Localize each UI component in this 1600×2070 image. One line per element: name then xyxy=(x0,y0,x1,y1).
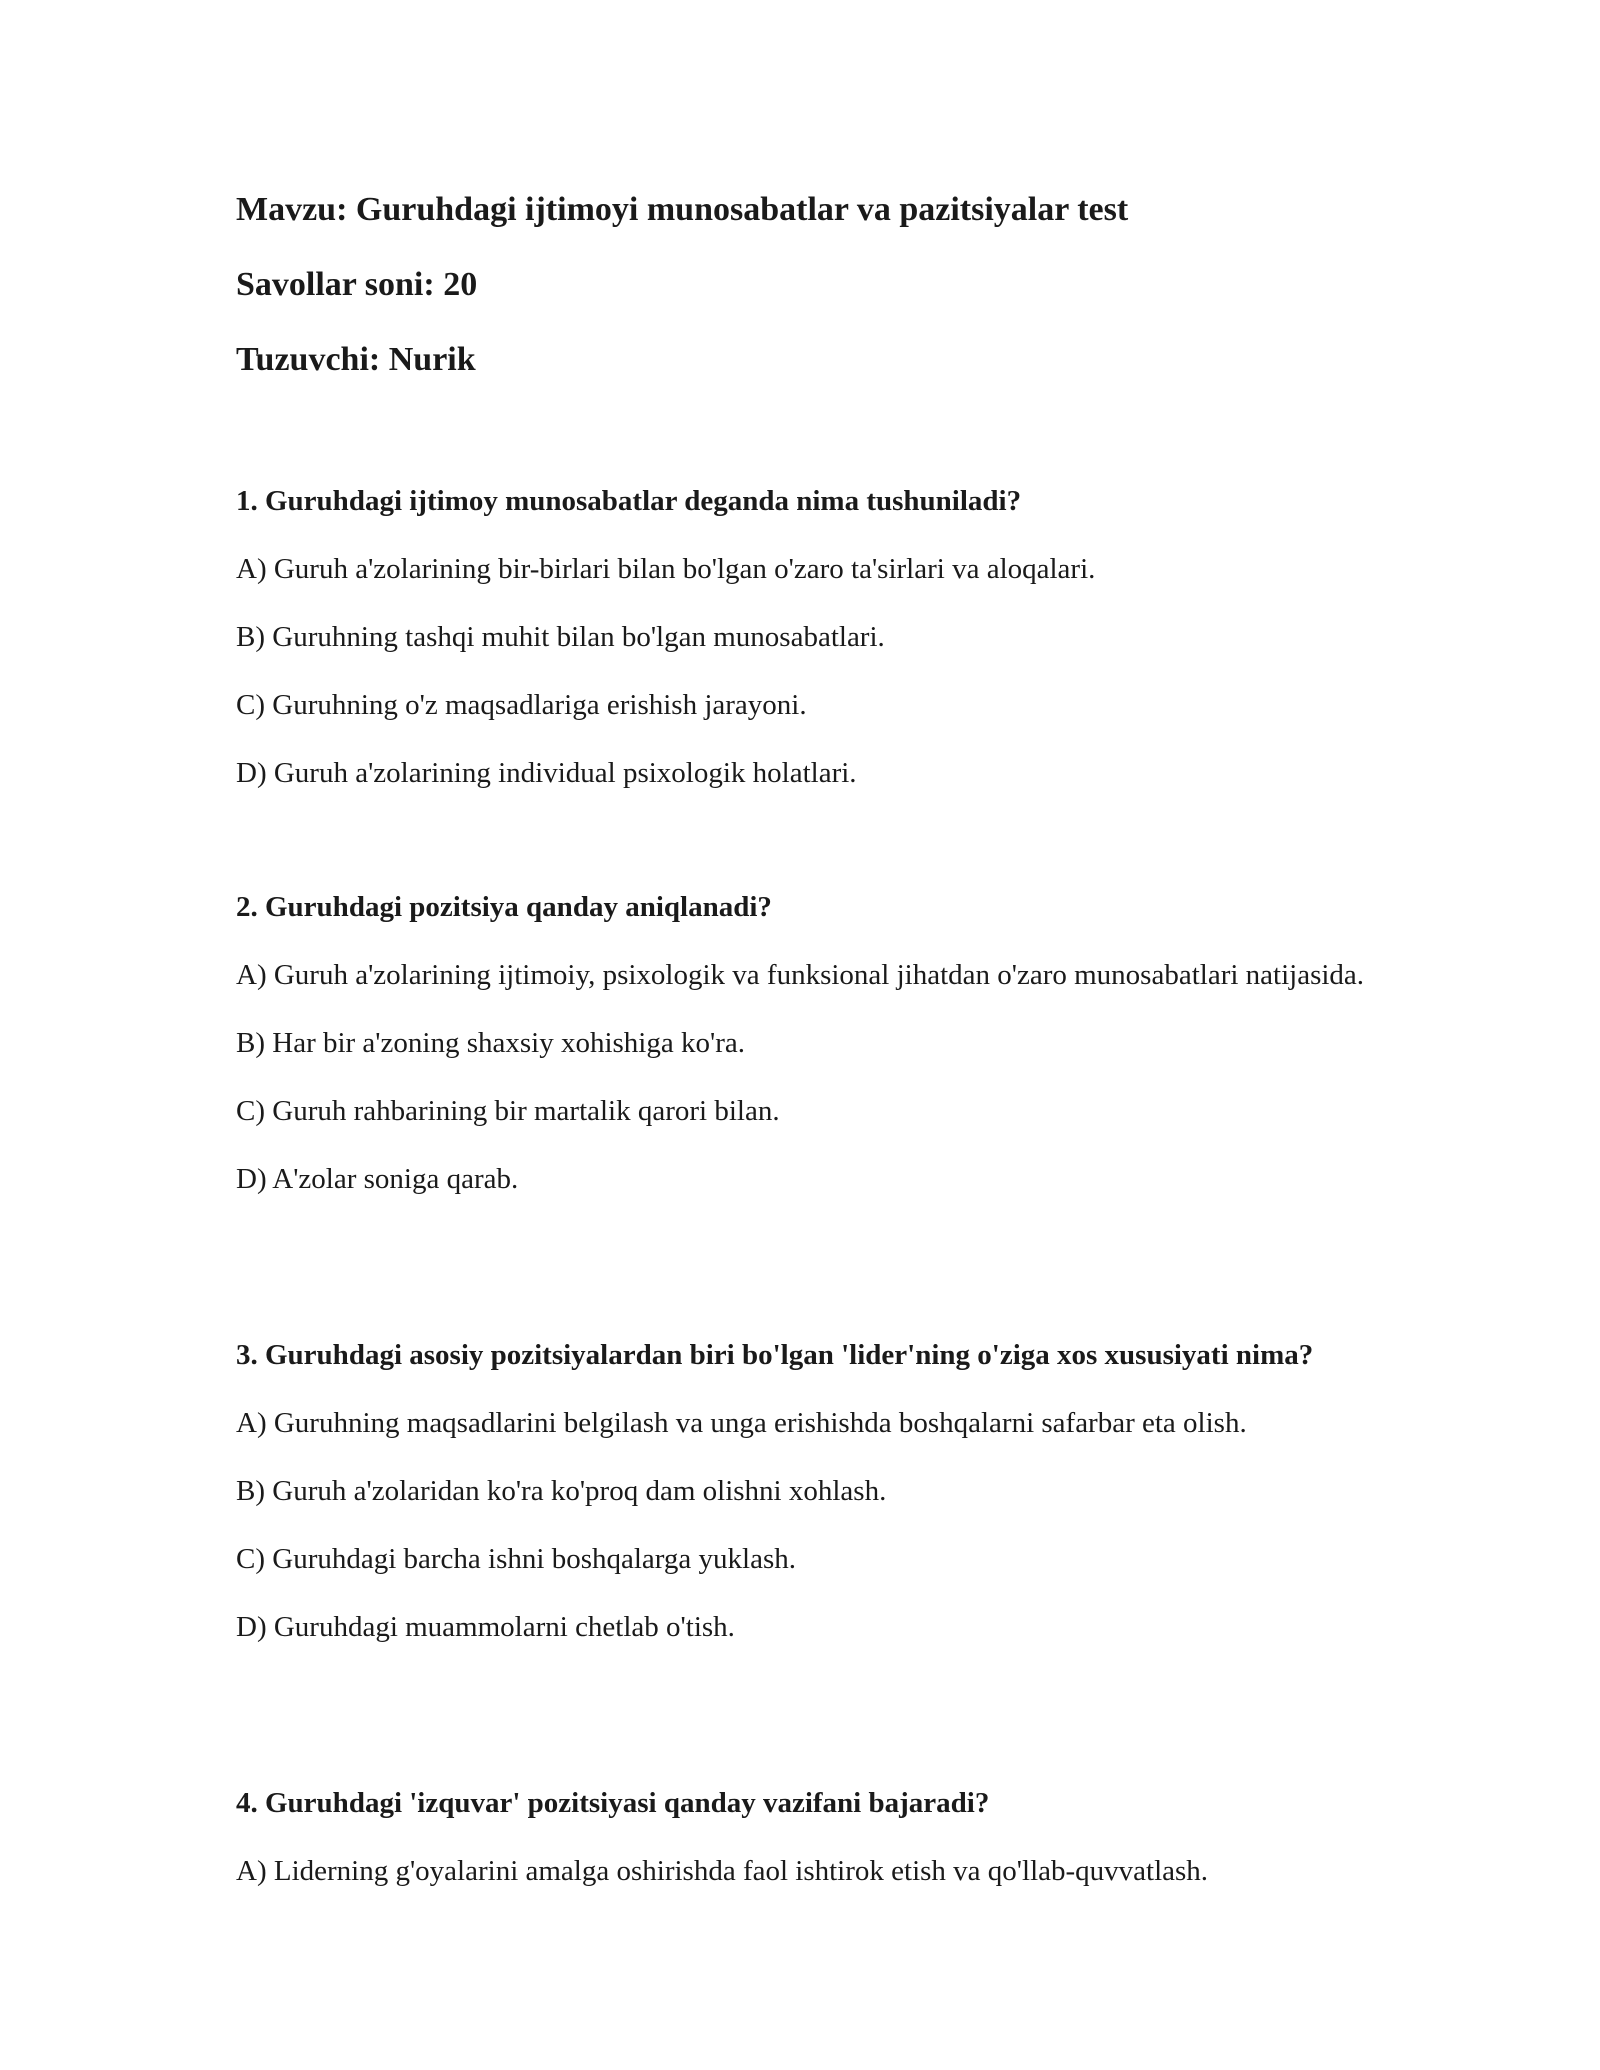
question-count-heading: Savollar soni: 20 xyxy=(236,266,478,303)
topic-heading: Mavzu: Guruhdagi ijtimoyi munosabatlar va pazitsiyalar test xyxy=(236,191,1129,228)
question-block-2 xyxy=(236,886,1366,1200)
answer-option-b: B) Har bir a'zoning shaxsiy xohishiga ko'ra. xyxy=(236,1027,745,1059)
answer-option-a: A) Guruhning maqsadlarini belgilash va unga erishishda boshqalarni safarbar eta olish. xyxy=(236,1407,1247,1439)
answer-option-d: D) Guruh a'zolarining individual psixologik holatlari. xyxy=(236,757,857,789)
question-title: 4. Guruhdagi 'izquvar' pozitsiyasi qanday vazifani bajaradi? xyxy=(236,1787,990,1819)
answer-option-d: D) Guruhdagi muammolarni chetlab o'tish. xyxy=(236,1611,735,1643)
question-block-3 xyxy=(236,1334,1366,1648)
question-title: 2. Guruhdagi pozitsiya qanday aniqlanadi? xyxy=(236,891,772,923)
question-title: 3. Guruhdagi asosiy pozitsiyalardan biri bo'lgan 'lider'ning o'ziga xos xususiyati nima? xyxy=(236,1339,1314,1371)
answer-option-c: C) Guruhning o'z maqsadlariga erishish jarayoni. xyxy=(236,689,807,721)
author-heading: Tuzuvchi: Nurik xyxy=(236,341,476,378)
question-title: 1. Guruhdagi ijtimoy munosabatlar deganda nima tushuniladi? xyxy=(236,485,1022,517)
answer-option-b: B) Guruhning tashqi muhit bilan bo'lgan munosabatlari. xyxy=(236,621,885,653)
answer-option-d: D) A'zolar soniga qarab. xyxy=(236,1163,519,1195)
answer-option-a: A) Guruh a'zolarining bir-birlari bilan bo'lgan o'zaro ta'sirlari va aloqalari. xyxy=(236,553,1096,585)
answer-option-b: B) Guruh a'zolaridan ko'ra ko'proq dam olishni xohlash. xyxy=(236,1475,887,1507)
answer-option-c: C) Guruhdagi barcha ishni boshqalarga yuklash. xyxy=(236,1543,797,1575)
answer-option-a: A) Guruh a'zolarining ijtimoiy, psixologik va funksional jihatdan o'zaro munosabatlari natijasida. xyxy=(236,959,1365,991)
answer-option-a: A) Liderning g'oyalarini amalga oshirishda faol ishtirok etish va qo'llab-quvvatlash. xyxy=(236,1855,1209,1887)
answer-option-c: C) Guruh rahbarining bir martalik qarori bilan. xyxy=(236,1095,780,1127)
question-block-4 xyxy=(236,1782,1366,1892)
question-block-1 xyxy=(236,480,1366,794)
